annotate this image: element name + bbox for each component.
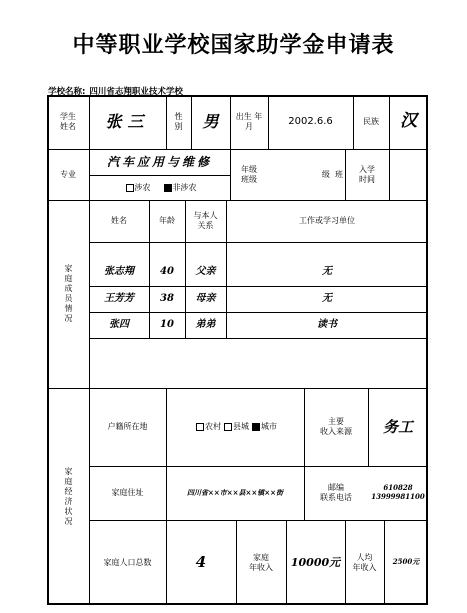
- county-label: 县城: [233, 422, 249, 431]
- rural-checkbox[interactable]: [196, 423, 204, 431]
- option-agri-label: 涉农: [134, 182, 151, 192]
- col-name-header: 姓名: [111, 216, 127, 225]
- gender-label: 性 别: [174, 112, 183, 131]
- income-source-label: 主要 收入来源: [320, 417, 352, 436]
- address-value: 四川省××市××县××镇××街: [187, 487, 283, 497]
- per-capita-value: 2500元: [392, 557, 420, 567]
- member-relation: 母亲: [195, 292, 216, 304]
- household-label: 户籍所在地: [107, 422, 148, 431]
- birth-label: 出生 年 月: [235, 112, 263, 131]
- col-age-header: 年龄: [159, 216, 175, 225]
- annual-income-value: 10000元: [290, 555, 341, 569]
- student-name-label: 学生 姓名: [60, 112, 76, 131]
- family-size-value: 4: [195, 553, 207, 572]
- member-name: 王芳芳: [104, 292, 134, 304]
- member-unit: 无: [322, 265, 332, 277]
- ethnicity-value: 汉: [400, 111, 417, 132]
- member-relation: 父亲: [195, 265, 216, 277]
- school-label: 学校名称:: [48, 87, 86, 97]
- contact-value: [368, 466, 428, 520]
- member-unit: 读书: [317, 318, 337, 330]
- contact-label: 邮编 联系电话: [320, 483, 352, 502]
- phone-value: 13999981100: [371, 492, 425, 501]
- major-value: 汽车应用与维修: [106, 154, 212, 169]
- col-relation-header: 与本人 关系: [193, 211, 218, 230]
- member-age: 40: [160, 265, 174, 277]
- per-capita-label: 人均 年收入: [352, 552, 377, 572]
- member-name: 张志翔: [104, 265, 134, 277]
- family-section-label: 家庭成员情况: [64, 264, 73, 324]
- col-unit-header: 工作或学习单位: [299, 216, 355, 225]
- gender-value: 男: [202, 112, 219, 131]
- school-name: 四川省志翔职业技术学校: [89, 87, 183, 97]
- member-unit: 无: [322, 292, 332, 304]
- page-title: 中等职业学校国家助学金申请表: [72, 32, 395, 58]
- option-nonagri-label: 非涉农: [172, 182, 197, 192]
- county-checkbox[interactable]: [224, 423, 232, 431]
- grade-text: 级 班: [321, 169, 343, 179]
- major-category: [89, 175, 230, 200]
- member-age: 10: [160, 318, 174, 330]
- grade-label: 年级 班级: [241, 164, 257, 184]
- member-relation: 弟弟: [195, 318, 216, 330]
- annual-income-label: 家庭 年收入: [249, 552, 273, 572]
- student-name-value: 张三: [105, 112, 150, 131]
- household-options: [166, 388, 304, 466]
- rural-label: 农村: [205, 422, 221, 431]
- economic-section-label: 家庭经济状况: [64, 466, 73, 527]
- option-nonagri-checkbox[interactable]: [164, 184, 172, 192]
- postcode-value: 610828: [383, 483, 413, 493]
- birth-value: 2002.6.6: [288, 115, 333, 127]
- family-size-label: 家庭人口总数: [103, 557, 152, 567]
- major-label: 专业: [60, 169, 76, 179]
- income-source-value: 务工: [382, 417, 413, 436]
- city-label: 城市: [261, 422, 277, 431]
- member-age: 38: [160, 292, 174, 304]
- option-agri-checkbox[interactable]: [126, 184, 134, 192]
- enroll-label: 入学 时间: [359, 164, 375, 184]
- city-checkbox[interactable]: [252, 423, 260, 431]
- member-name: 张四: [109, 318, 129, 330]
- ethnicity-label: 民族: [363, 117, 379, 126]
- address-label: 家庭住址: [111, 488, 144, 497]
